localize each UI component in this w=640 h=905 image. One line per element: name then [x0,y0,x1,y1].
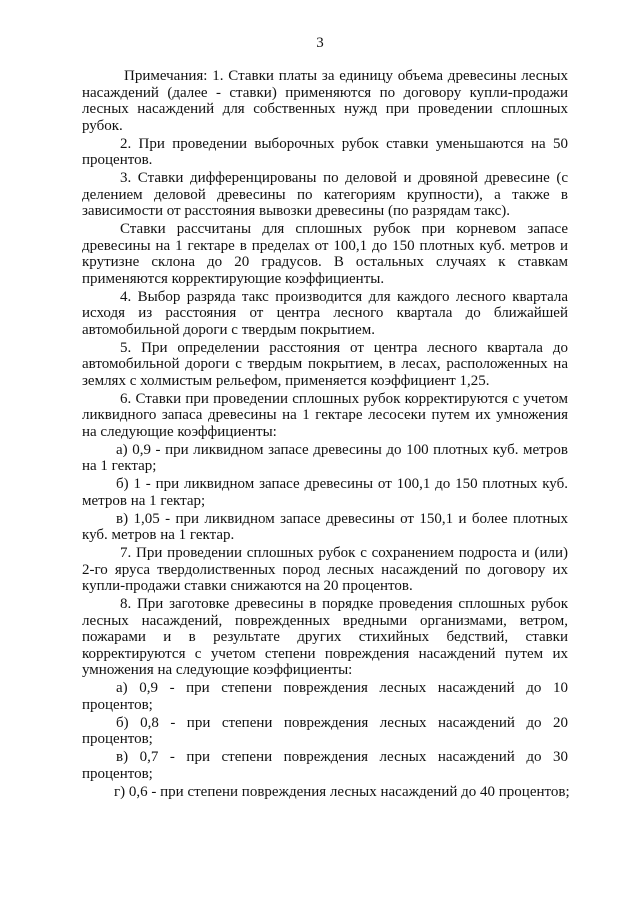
note-8-item-d: г) 0,6 - при степени повреждения лесных насаждений до 40 процентов; [114,783,570,800]
note-8-paragraph: 8. При заготовке древесины в порядке проведения сплошных рубок лесных насаждений, поврежденных вредными организмами, ветром, пожарами и в результате других стихийных бедствий, ставки корректируются с учетом степени повреждения насаждений путем их умножения на следующие коэффициенты: [82,596,568,678]
note-4-paragraph: 4. Выбор разряда такс производится для каждого лесного квартала исходя из расстояния от центра лесного квартала до ближайшей автомобильной дороги с твердым покрытием. [82,288,568,338]
note-6-paragraph: 6. Ставки при проведении сплошных рубок корректируются с учетом ликвидного запаса древесины на 1 гектаре лесосеки путем их умножения на следующие коэффициенты: [82,390,568,440]
note-8-item-c: в) 0,7 - при степени повреждения лесных насаждений до 30 процентов; [82,749,568,782]
note-6-item-c: в) 1,05 - при ликвидном запасе древесины от 150,1 и более плотных куб. метров на 1 гектар. [82,510,568,543]
note-8-item-b: б) 0,8 - при степени повреждения лесных насаждений до 20 процентов; [82,714,568,747]
note-6-item-a: а) 0,9 - при ликвидном запасе древесины до 100 плотных куб. метров на 1 гектар; [82,441,568,474]
notes-body [82,68,568,802]
note-3-paragraph: 3. Ставки дифференцированы по деловой и дровяной древесине (с делением деловой древесины по категориям крупности), а также в зависимости от расстояния вывозки древесины (по разрядам такс). [82,170,568,219]
note-3-continuation-paragraph: Ставки рассчитаны для сплошных рубок при корневом запасе древесины на 1 гектаре в пределах от 100,1 до 150 плотных куб. метров и крутизне склона до 20 градусов. В остальных случаях к ставкам применяются корректирующие коэффициенты. [82,221,568,287]
page-number: 3 [316,35,324,51]
note-2-paragraph: 2. При проведении выборочных рубок ставки уменьшаются на 50 процентов. [82,135,568,168]
note-5-paragraph: 5. При определении расстояния от центра лесного квартала до автомобильной дороги с твердым покрытием, в лесах, расположенных на землях с холмистым рельефом, применяется коэффициент 1,25. [82,339,568,389]
note-6-item-b: б) 1 - при ликвидном запасе древесины от 100,1 до 150 плотных куб. метров на 1 гектар; [82,476,568,509]
note-8-item-a: а) 0,9 - при степени повреждения лесных насаждений до 10 процентов; [82,680,568,713]
note-1-paragraph: Примечания: 1. Ставки платы за единицу объема древесины лесных насаждений (далее - ставки) применяются по договору купли-продажи лесных насаждений для собственных нужд при проведении сплошных рубок. [82,68,568,134]
note-7-paragraph: 7. При проведении сплошных рубок с сохранением подроста и (или) 2-го яруса твердолиственных пород лесных насаждений по договору их купли-продажи ставки снижаются на 20 процентов. [82,545,568,594]
